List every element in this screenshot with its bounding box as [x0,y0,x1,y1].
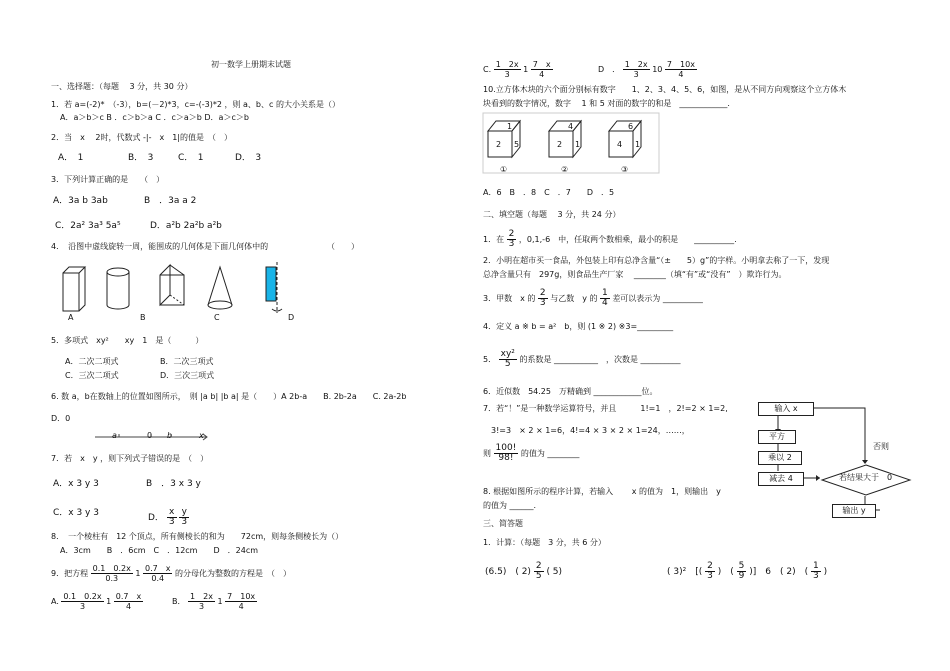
section-fill-heading: 二、填空题（每题 3 分，共 24 分） [483,210,621,219]
cube3-front: 4 [617,140,623,149]
q4-answer-paren: （ ） [327,242,359,251]
cube2-side: 1 [575,140,581,149]
cube3-mark: ③ [621,165,629,174]
page-title: 初一数学上册期末试题 [211,60,291,69]
fill-8: 8. 根据如图所示的程序计算，若输入 x 的值为 1，则输出 y [483,487,721,496]
fill-7: 7．若“！”是一种数学运算符号，并且 1!=1 ，2!=2 × 1=2, [483,404,728,413]
cube1-top: 1 [507,122,513,131]
question-3: 3．下列计算正确的是 （ ） [51,175,165,184]
cylinder-solid [107,268,129,309]
q4-label-b: B [140,313,146,322]
q2-option-d: D． 3 [235,153,262,163]
question-10: 10.立方体木块的六个面分别标有数字 1、2、3、4、5、6，如图，是从不同方向观察这个立方体木 [483,85,847,94]
question-6: 6. 数 a，b在数轴上的位置如图所示， 则 |a b| |b a| 是（ ）A 2b-a B. 2b-2a C. 2a-2b [51,392,407,401]
question-7: 7．若 x y ，则下列式子错误的是 （ ） [51,454,209,463]
fill-7-cont: 3!=3 × 2 × 1=6，4!=4 × 3 × 2 × 1=24，……， [491,426,690,435]
axis-label-b: b [167,431,173,440]
flow-else-label: 否则 [873,442,889,451]
section-short-answer-heading: 三、简答题 [483,519,523,528]
q5-option-b: B．二次三项式 [160,357,214,366]
q7-option-b: B ．3 x 3 y [146,479,201,489]
q7-option-d: D． $\frac{x}{3}$ $\frac{y}{3}$ [148,507,188,527]
q5-option-c: C．三次二项式 [65,371,119,380]
q9-option-a: A. $\frac{0.1 0.2x}{3}$ 1 $\frac{0.7 x}{4}$ [51,592,142,611]
axis-label-x: x [199,431,204,440]
q4-label-c: C [214,313,220,322]
cube1-side: 5 [514,140,520,149]
q3-option-c: C．2a² 3a³ 5a⁵ [55,221,121,231]
cube3-side: 1 [635,140,641,149]
fill-2-cont: 总净含量只有 297g，则食品生产厂家 ________（填“有”或“没有” ）欺诈行为。 [483,270,787,279]
q10-options: A．6 B ．8 C ．7 D ．5 [483,188,615,197]
flow-input-box: 输入 x [758,402,814,416]
fill-2: 2．小明在超市买一食品，外包装上印有总净含量“（± 5）g”的字样。小明拿去称了一下，发现 [483,256,830,265]
cube3-top: 6 [628,122,634,131]
question-2: 2．当 x 2时，代数式 -|- x 1|的值是 （ ） [51,133,232,142]
fill-8-cont: 的值为 ______. [483,501,537,510]
box-solid [63,267,85,311]
rotation-rectangle-figure [266,262,282,313]
cube2-mark: ② [561,165,569,174]
flow-square-box: 平方 [758,430,796,444]
fill-1: 1．在 $\frac{2}{3}$ ，0,1,-6 中，任取两个数相乘，最小的积是 __________. [483,229,737,249]
q2-option-b: B． 3 [128,153,154,163]
axis-label-a: a [112,431,117,440]
question-5: 5．多项式 xy² xy 1 是（ ） [51,336,204,345]
question-10-cont: 块看到的数字情况，数字 1 和 5 对面的数字的和是 ____________. [483,99,730,108]
q6-option-d: D．0 [51,414,71,423]
q8-options: A．3cm B ．6cm C ．12cm D ．24cm [60,546,259,555]
q7-option-c: C．x 3 y 3 [53,508,99,518]
q3-option-b: B ．3a a 2 [144,196,197,206]
question-9: 9．把方程 $\frac{0.1 0.2x}{0.3}$ 1 $\frac{0.7 x}{0.4}$ 的分母化为整数的方程是 （ ） [51,564,292,583]
question-1-options: A．a＞b＞c B ．c＞b＞a C ．c＞a＞b D．a＞c＞b [60,113,249,122]
flow-output-box: 输出 y [832,504,876,518]
question-4: 4． 沿图中虚线旋转一周，能围成的几何体是下面几何体中的 [51,242,269,251]
question-8: 8． 一个棱柱有 12 个顶点，所有侧棱长的和为 72cm，则每条侧棱长为（） [51,532,344,541]
q4-label-a: A [68,313,74,322]
section-choice-heading: 一、选择题：（每题 3 分，共 30 分） [51,82,193,91]
fill-6: 6．近似数 54.25 万精确到 ____________位。 [483,387,658,396]
cube2-front: 2 [557,140,563,149]
calc-expression-1: (6.5) ( 2) $\frac{2}{5}$ ( 5) [485,561,563,581]
calc-expression-2: ( 3)² [( $\frac{2}{3}$ ) ( $\frac{5}{9}$ )] 6 ( 2) ( $\frac{1}{3}$ ) [667,561,828,581]
q3-option-a: A．3a b 3ab [53,196,108,206]
cone-solid [208,267,232,309]
fill-7-ask: 则 $\frac{100!}{98!}$ 的值为 ________ [483,443,580,463]
fill-3: 3．甲数 x 的 $\frac{2}{3}$ 与乙数 y 的 $\frac{1}{4}$ 差可以表示为 __________ [483,288,703,308]
q2-option-a: A． 1 [58,153,84,163]
axis-label-0: 0 [147,431,153,440]
q7-option-a: A．x 3 y 3 [53,479,99,489]
q4-label-d: D [288,313,295,322]
q5-option-a: A．二次二项式 [65,357,119,366]
cube2-top: 4 [568,122,574,131]
q9-option-b: B． $\frac{1 2x}{3}$ 1 $\frac{7 10x}{4}$ [172,592,256,611]
fill-5: 5． $\frac{\text{xy²}}{5}$ 的系数是 ___________ ，次数是 __________ [483,349,681,369]
flow-subtract-box: 减去 4 [758,472,804,486]
cube1-mark: ① [500,165,508,174]
q2-option-c: C． 1 [178,153,204,163]
triangular-prism-solid [160,265,184,305]
flow-condition-text: 若结果大于 0 [839,473,893,482]
calc-1: 1．计算：（每题 3 分，共 6 分） [483,538,606,547]
q4-solids-figure [60,265,320,325]
cube1-front: 2 [496,140,502,149]
q9-option-c: C. $\frac{1 2x}{3}$ 1 $\frac{7 x}{4}$ [483,60,551,79]
q5-option-d: D．三次三项式 [160,371,215,380]
q9-option-d: D ． $\frac{1 2x}{3}$ 10 $\frac{7 10x}{4}$ [598,60,695,79]
fill-4: 4．定义 a ※ b = a² b，则 (1 ※ 2) ※3=_________ [483,322,674,331]
q3-option-d: D．a²b 2a²b a²b [150,221,222,231]
flow-multiply-box: 乘以 2 [758,451,802,465]
question-1: 1．若 a=(-2)* （-3），b=(－2)*3，c=-(-3)*2 ，则 a、b、c 的大小关系是（） [51,100,340,109]
